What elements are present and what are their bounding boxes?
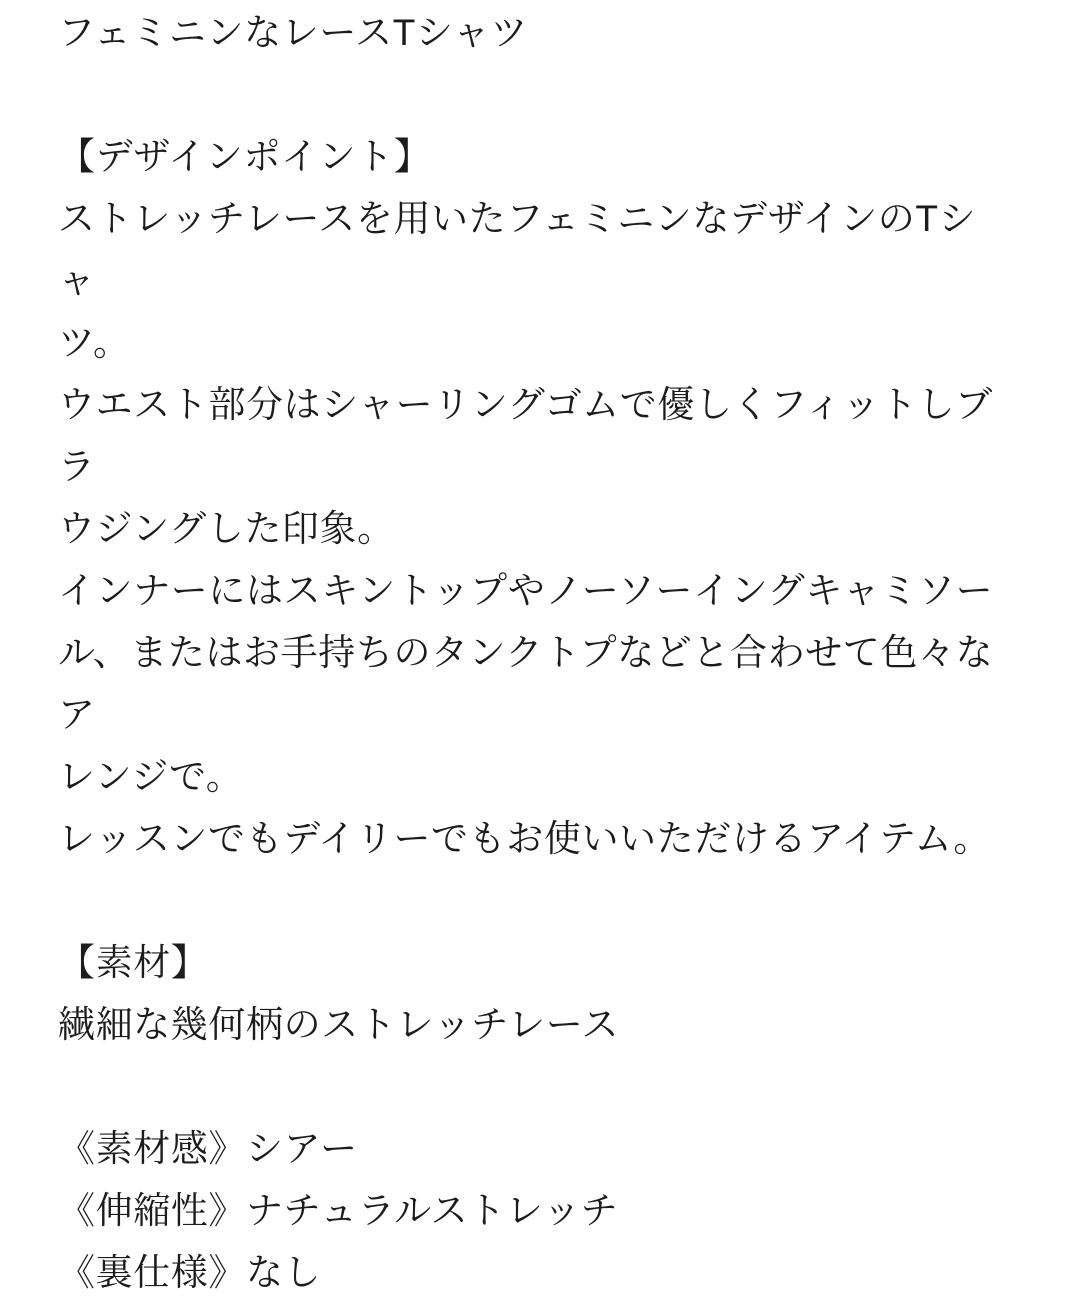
design-point-line-5: インナーにはスキントップやノーソーイングキャミソー — [58, 570, 994, 611]
design-point-line-2: ツ。 — [58, 322, 131, 363]
blank-line-2 — [58, 870, 1008, 932]
design-point-line-8: レッスンでもデイリーでもお使いいただけるアイテム。 — [58, 818, 991, 859]
blank-line-3 — [58, 1056, 1008, 1118]
page-title: フェミニンなレースTシャツ — [58, 12, 528, 53]
design-point-heading: 【デザインポイント】 — [58, 136, 432, 177]
material-heading: 【素材】 — [58, 942, 209, 983]
spec-lining: 《裏仕様》なし — [58, 1252, 322, 1293]
spec-texture: 《素材感》シアー — [58, 1128, 358, 1169]
design-point-line-4: ウジングした印象。 — [58, 508, 395, 549]
design-point-line-6: ル、またはお手持ちのタンクトプなどと合わせて色々なア — [58, 632, 994, 735]
spec-stretch: 《伸縮性》ナチュラルストレッチ — [58, 1190, 619, 1231]
design-point-line-7: レンジで。 — [58, 756, 244, 797]
design-point-line-3: ウエスト部分はシャーリングゴムで優しくフィットしブラ — [58, 384, 993, 487]
design-point-line-1: ストレッチレースを用いたフェミニンなデザインのTシャ — [58, 198, 977, 301]
material-line-1: 繊細な幾何柄のストレッチレース — [58, 1004, 620, 1045]
blank-line-1 — [58, 64, 1008, 126]
